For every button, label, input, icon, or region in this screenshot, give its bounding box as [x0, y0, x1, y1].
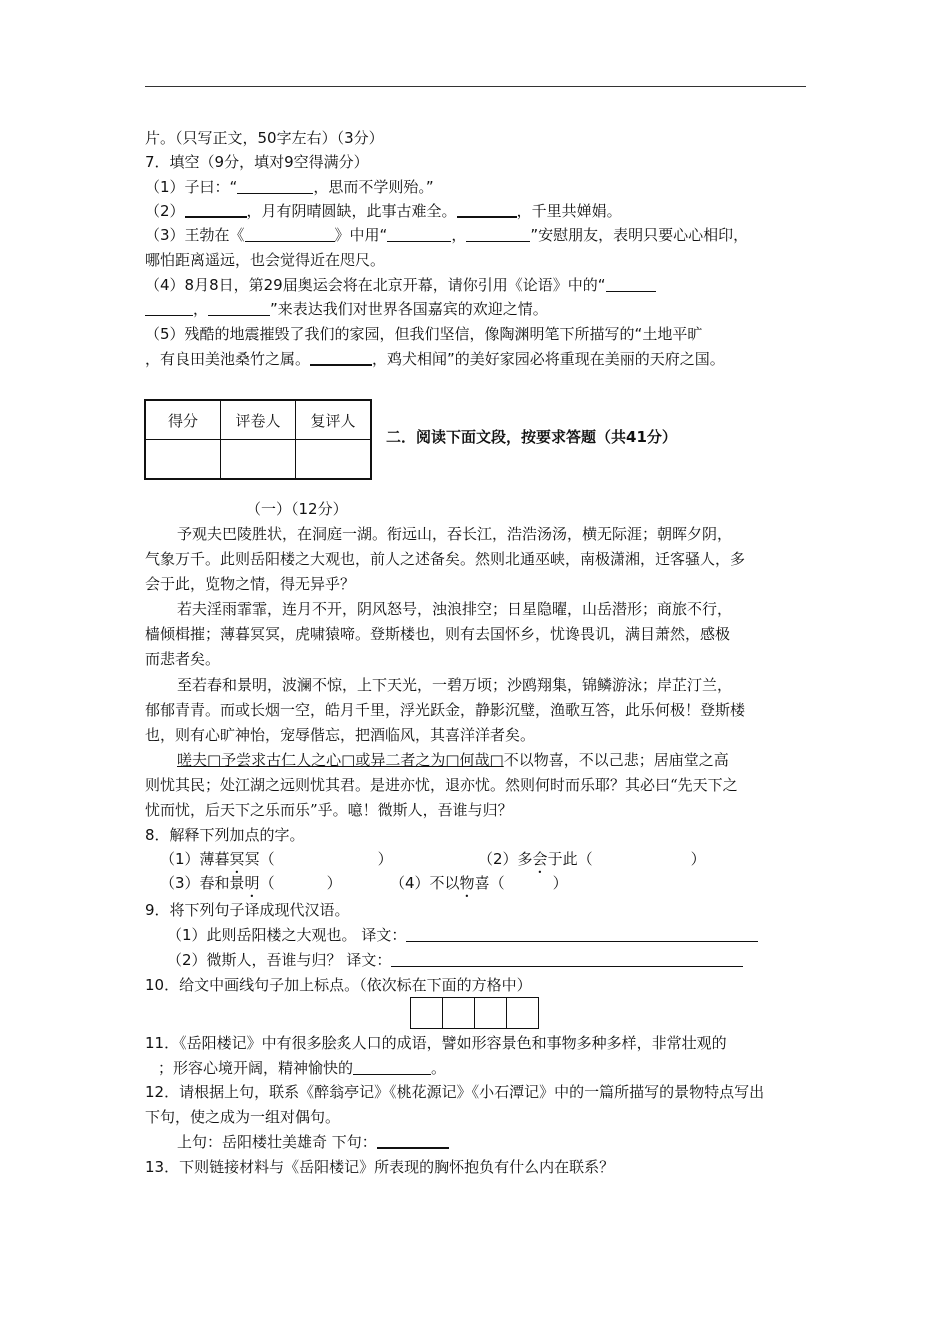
question-13: 13．下则链接材料与《岳阳楼记》所表现的胸怀抱负有什么内在联系？: [145, 1158, 615, 1176]
question-12-couplet: [177, 1132, 449, 1152]
answer-blank[interactable]: [387, 227, 451, 242]
text: 。: [431, 1059, 447, 1077]
question-8-title: 8．解释下列加点的字。: [145, 826, 305, 844]
answer-blank[interactable]: [245, 227, 335, 242]
passage-line: 予观夫巴陵胜状，在洞庭一湖。衔远山，吞长江，浩浩汤汤，横无际涯；朝晖夕阴，: [177, 525, 733, 543]
answer-blank[interactable]: [208, 301, 270, 316]
text: ）: [377, 850, 393, 868]
text: 喜（: [474, 874, 505, 892]
text: （3）春和景: [160, 874, 245, 892]
passage-line: 至若春和景明，波澜不惊，上下天光，一碧万顷；沙鸥翔集，锦鳞游泳；岸芷汀兰，: [177, 676, 733, 694]
dotted-char: 物: [459, 874, 475, 892]
text: ，千里共婵娟。: [516, 202, 622, 220]
text: （1）此则岳阳楼之大观也。 译文：: [167, 926, 407, 944]
text-line: 片。（只写正文，50字左右）（3分）: [145, 129, 384, 147]
punctuation-boxes: [410, 997, 539, 1029]
answer-blank[interactable]: [377, 1133, 449, 1149]
question-8-3: [160, 873, 342, 901]
question-7-3: [145, 225, 748, 245]
text: ，思而不学则殆。”: [313, 178, 434, 196]
question-12-cont: 下句，使之成为一组对偶句。: [145, 1108, 341, 1126]
score-header: 得分: [145, 400, 221, 440]
text: ）: [552, 874, 568, 892]
question-10: 10．给文中画线句子加上标点。（依次标在下面的方格中）: [145, 976, 532, 994]
answer-blank[interactable]: [237, 179, 313, 194]
punctuation-box[interactable]: [507, 998, 538, 1028]
reviewer-cell[interactable]: [296, 440, 372, 480]
question-11: 11．《岳阳楼记》中有很多脍炙人口的成语，譬如形容景色和事物多种多样，非常壮观的: [145, 1034, 727, 1052]
text: ，鸡犬相闻”的美好家园必将重现在美丽的天府之国。: [372, 350, 725, 368]
answer-blank[interactable]: [606, 277, 656, 292]
text: ，: [451, 226, 467, 244]
text: （: [259, 874, 275, 892]
grader-header: 评卷人: [221, 400, 296, 440]
question-7-title: 7．填空（9分，填对9空得满分）: [145, 153, 369, 171]
punctuation-box[interactable]: [443, 998, 475, 1028]
text-line: 哪怕距离遥远，也会觉得近在咫尺。: [145, 251, 386, 269]
text: （2）微斯人，吾谁与归？ 译文：: [167, 951, 392, 969]
passage-line: 气象万千。此则岳阳楼之大观也，前人之述备矣。然则北通巫峡，南极潇湘，迁客骚人，多: [145, 550, 746, 568]
part-title: （一）（12分）: [246, 500, 348, 518]
text: ）: [690, 850, 706, 868]
dotted-char: 会: [532, 850, 548, 868]
question-7-1: [145, 177, 434, 197]
passage-line: 郁郁青青。而或长烟一空，皓月千里，浮光跃金，静影沉璧，渔歌互答，此乐何极！登斯楼: [145, 701, 746, 719]
text: 不以物喜，不以己悲；居庙堂之高: [503, 751, 729, 769]
text: 于此（: [547, 850, 593, 868]
answer-blank[interactable]: [353, 1060, 431, 1075]
text: 上句：岳阳楼壮美雄奇 下句：: [177, 1133, 377, 1151]
answer-blank[interactable]: [185, 202, 247, 218]
dotted-char: 明: [244, 874, 260, 892]
question-7-4: [145, 275, 656, 295]
text: ，有良田美池桑竹之属。: [145, 350, 311, 368]
punctuation-box[interactable]: [411, 998, 443, 1028]
answer-blank[interactable]: [310, 350, 372, 366]
text: （4）8月8日，第29届奥运会将在北京开幕，请你引用《论语》中的“: [145, 276, 606, 294]
score-cell[interactable]: [145, 440, 221, 480]
text: （3）王勃在《: [145, 226, 245, 244]
text: （1）薄暮: [160, 850, 230, 868]
underlined-sentence: 嗟夫□予尝求古仁人之心□或异二者之为□何哉□: [177, 751, 504, 769]
question-11-cont: [158, 1058, 446, 1078]
text: 》中用“: [334, 226, 388, 244]
question-8-4: [390, 873, 568, 901]
text: （4）不以: [390, 874, 460, 892]
answer-line[interactable]: [406, 927, 758, 942]
text: ，: [193, 300, 209, 318]
text: （2）多: [478, 850, 533, 868]
text: 冥（: [244, 850, 275, 868]
answer-line[interactable]: [391, 952, 743, 967]
text: ）: [326, 874, 342, 892]
question-12: 12．请根据上句，联系《醉翁亭记》《桃花源记》《小石潭记》中的一篇所描写的景物特点写出: [145, 1083, 765, 1101]
punctuation-box[interactable]: [475, 998, 507, 1028]
section-title: 二．阅读下面文段，按要求答题（共41分）: [386, 428, 677, 446]
text: （1）子曰：“: [145, 178, 238, 196]
question-9-title: 9．将下列句子译成现代汉语。: [145, 901, 350, 919]
score-table: [144, 399, 372, 480]
text: ”安慰朋友，表明只要心心相印，: [530, 226, 749, 244]
question-7-5-cont: [145, 349, 725, 369]
answer-blank[interactable]: [145, 301, 193, 316]
question-7-5: （5）残酷的地震摧毁了我们的家园，但我们坚信，像陶渊明笔下所描写的“土地平旷: [145, 325, 703, 343]
passage-line: 会于此，览物之情，得无异乎？: [145, 575, 356, 593]
question-7-4-cont: [145, 299, 548, 319]
answer-blank[interactable]: [466, 227, 530, 242]
answer-blank[interactable]: [457, 202, 517, 218]
header-rule: [145, 86, 806, 87]
text: （2）: [145, 202, 185, 220]
passage-line: 若夫淫雨霏霏，连月不开，阴风怒号，浊浪排空；日星隐曜，山岳潜形；商旅不行，: [177, 600, 733, 618]
text: ”来表达我们对世界各国嘉宾的欢迎之情。: [270, 300, 548, 318]
passage-line: 也，则有心旷神怡，宠辱偕忘，把酒临风，其喜洋洋者矣。: [145, 726, 536, 744]
dotted-char: 冥: [229, 850, 245, 868]
passage-line: 而悲者矣。: [145, 650, 221, 668]
passage-line: 则忧其民；处江湖之远则忧其君。是进亦忧，退亦忧。然则何时而乐耶？其必曰“先天下之: [145, 776, 738, 794]
passage-line: 樯倾楫摧；薄暮冥冥，虎啸猿啼。登斯楼也，则有去国怀乡，忧谗畏讥，满目萧然，感极: [145, 625, 731, 643]
passage-line: [177, 750, 729, 770]
question-9-1: [167, 925, 758, 945]
passage-line: 忧而忧，后天下之乐而乐”乎。噫！微斯人，吾谁与归？: [145, 801, 513, 819]
reviewer-header: 复评人: [296, 400, 372, 440]
question-9-2: [167, 950, 743, 970]
question-7-2: [145, 201, 622, 221]
text: ，月有阴晴圆缺，此事古难全。: [246, 202, 457, 220]
grader-cell[interactable]: [221, 440, 296, 480]
text: ；形容心境开阔，精神愉快的: [158, 1059, 354, 1077]
